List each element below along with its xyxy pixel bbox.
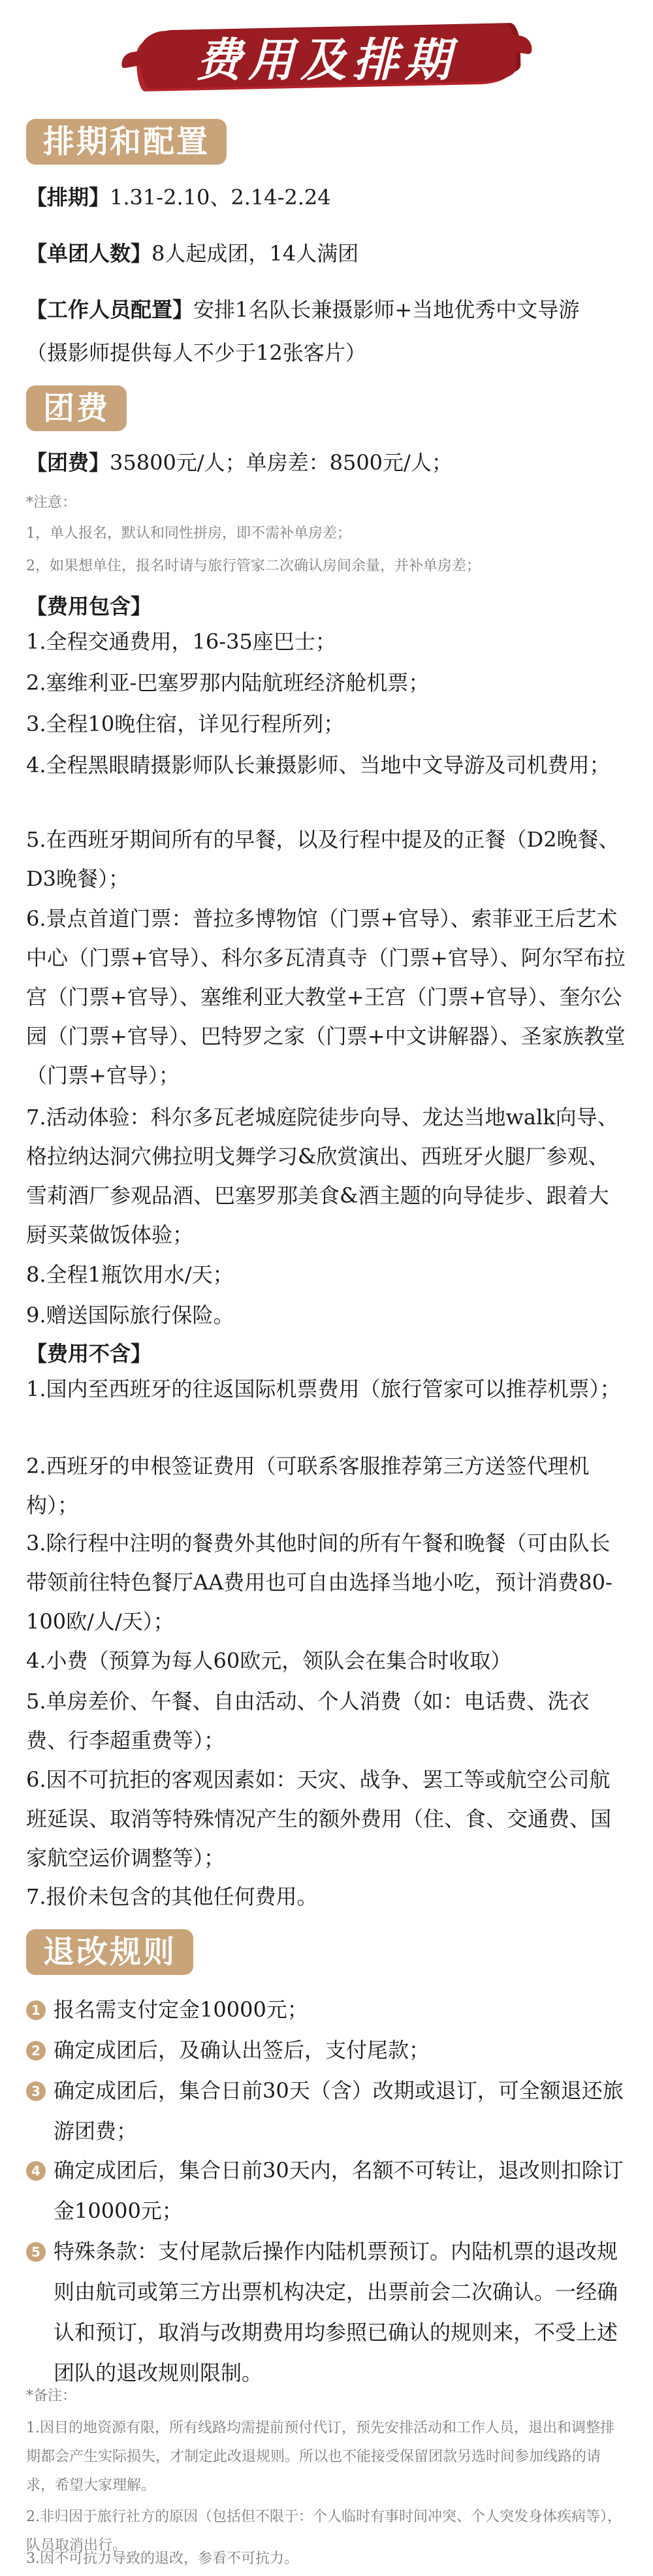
- fee-price: [26, 443, 633, 482]
- staff-config-label: 【工作人员配置】: [26, 297, 194, 322]
- refund-note: 3.因不可抗力导致的退改，参看不可抗力。: [26, 2551, 298, 2567]
- included-item: 7.活动体验：科尔多瓦老城庭院徒步向导、龙达当地walk向导、格拉纳达洞穴佛拉明戈舞学习&欣赏演出、西班牙火腿厂参观、雪莉酒厂参观品酒、巴塞罗那美食&酒主题的向导徒步、跟着大厨买菜做饭体验；: [26, 1105, 618, 1247]
- included-item: 9.赠送国际旅行保险。: [26, 1303, 234, 1328]
- included-item: 8.全程1瓶饮用水/天；: [26, 1262, 234, 1287]
- refund-note: 2.非归因于旅行社方的原因（包括但不限于：个人临时有事时间冲突、个人突发身体疾病等），队员取消出行。: [26, 2509, 622, 2554]
- page-title: 费用及排期: [196, 33, 457, 87]
- excluded-item: 3.除行程中注明的餐费外其他时间的所有午餐和晚餐（可由队长带领前往特色餐厅AA费用也可自由选择当地小吃，预计消费80-100欧/人/天）；: [26, 1531, 613, 1634]
- excluded-item: 7.报价未包含的其他任何费用。: [26, 1884, 318, 1909]
- fee-price-label: 【团费】: [26, 450, 110, 475]
- fee-excluded-label: 【费用不含】: [26, 1341, 152, 1366]
- schedule-dates-value: 1.31-2.10、2.14-2.24: [110, 185, 331, 210]
- fee-note-title: *注意：: [26, 495, 77, 511]
- group-size: [26, 234, 633, 273]
- refund-rule: 确定成团后，及确认出签后，支付尾款；: [54, 2038, 430, 2062]
- rule-number-badge: 2: [26, 2041, 46, 2061]
- excluded-item: 2.西班牙的申根签证费用（可联系客服推荐第三方送签代理机构）；: [26, 1454, 590, 1518]
- included-item: 5.在西班牙期间所有的早餐，以及行程中提及的正餐（D2晚餐、D3晚餐）；: [26, 827, 620, 891]
- staff-config: [26, 290, 633, 329]
- rule-number-badge: 5: [26, 2242, 46, 2262]
- group-size-label: 【单团人数】: [26, 241, 152, 266]
- group-size-value: 8人起成团，14人满团: [151, 241, 359, 266]
- section-header-fee: 团费: [26, 385, 127, 431]
- included-item: 1.全程交通费用，16-35座巴士；: [26, 629, 336, 654]
- staff-config-note: （摄影师提供每人不少于12张客片）: [26, 340, 366, 365]
- title-banner: [0, 0, 653, 111]
- included-item: 6.景点首道门票：普拉多博物馆（门票+官导）、索菲亚王后艺术中心（门票+官导）、科尔多瓦清真寺（门票+官导）、阿尔罕布拉宫（门票+官导）、塞维利亚大教堂+王宫（门票+官导）、奎尔公园（门票+官导）、巴特罗之家（门票+中文讲解器）、圣家族教堂（门票+官导）；: [26, 906, 626, 1088]
- included-item: 2.塞维利亚-巴塞罗那内陆航班经济舱机票；: [26, 670, 430, 695]
- fee-price-value: 35800元/人；单房差：8500元/人；: [110, 450, 453, 475]
- schedule-dates-label: 【排期】: [26, 185, 110, 210]
- fee-note-2: 2，如果想单住，报名时请与旅行管家二次确认房间余量，并补单房差；: [26, 558, 481, 574]
- included-item: 4.全程黑眼睛摄影师队长兼摄影师、当地中文导游及司机费用；: [26, 753, 611, 777]
- rule-number-badge: 1: [26, 2000, 46, 2020]
- refund-rule: 确定成团后，集合日前30天内，名额不可转让，退改则扣除订金10000元；: [54, 2158, 624, 2223]
- refund-rule: 报名需支付定金10000元；: [54, 1997, 308, 2022]
- section-header-refund: 退改规则: [26, 1929, 193, 1975]
- refund-note: 1.因目的地资源有限，所有线路均需提前预付代订，预先安排活动和工作人员，退出和调整排期都会产生实际损失，才制定此改退规则。所以也不能接受保留团款另选时间参加线路的请求，希望大家理解。: [26, 2420, 614, 2494]
- excluded-item: 1.国内至西班牙的往返国际机票费用（旅行管家可以推荐机票）；: [26, 1377, 621, 1401]
- refund-note-title: *备注：: [26, 2388, 77, 2404]
- included-item: 3.全程10晚住宿，详见行程所列；: [26, 711, 345, 736]
- staff-config-value: 安排1名队长兼摄影师+当地优秀中文导游: [193, 297, 580, 322]
- fee-note-1: 1，单人报名，默认和同性拼房，即不需补单房差；: [26, 525, 351, 542]
- rule-number-badge: 4: [26, 2161, 46, 2181]
- excluded-item: 4.小费（预算为每人60欧元，领队会在集合时收取）: [26, 1648, 512, 1673]
- excluded-item: 6.因不可抗拒的客观因素如：天灾、战争、罢工等或航空公司航班延误、取消等特殊情况产生的额外费用（住、食、交通费、国家航空运价调整等）；: [26, 1767, 612, 1870]
- rule-number-badge: 3: [26, 2081, 46, 2101]
- refund-rule: 特殊条款：支付尾款后操作内陆机票预订。内陆机票的退改规则由航司或第三方出票机构决定，出票前会二次确认。一经确认和预订，取消与改期费用均参照已确认的规则来，不受上述团队的退改规则限制。: [54, 2239, 618, 2385]
- schedule-dates: [26, 178, 633, 217]
- fee-included-label: 【费用包含】: [26, 594, 152, 619]
- refund-rule: 确定成团后，集合日前30天（含）改期或退订，可全额退还旅游团费；: [54, 2078, 624, 2144]
- excluded-item: 5.单房差价、午餐、自由活动、个人消费（如：电话费、洗衣费、行李超重费等）；: [26, 1689, 590, 1753]
- section-header-schedule: 排期和配置: [26, 119, 227, 165]
